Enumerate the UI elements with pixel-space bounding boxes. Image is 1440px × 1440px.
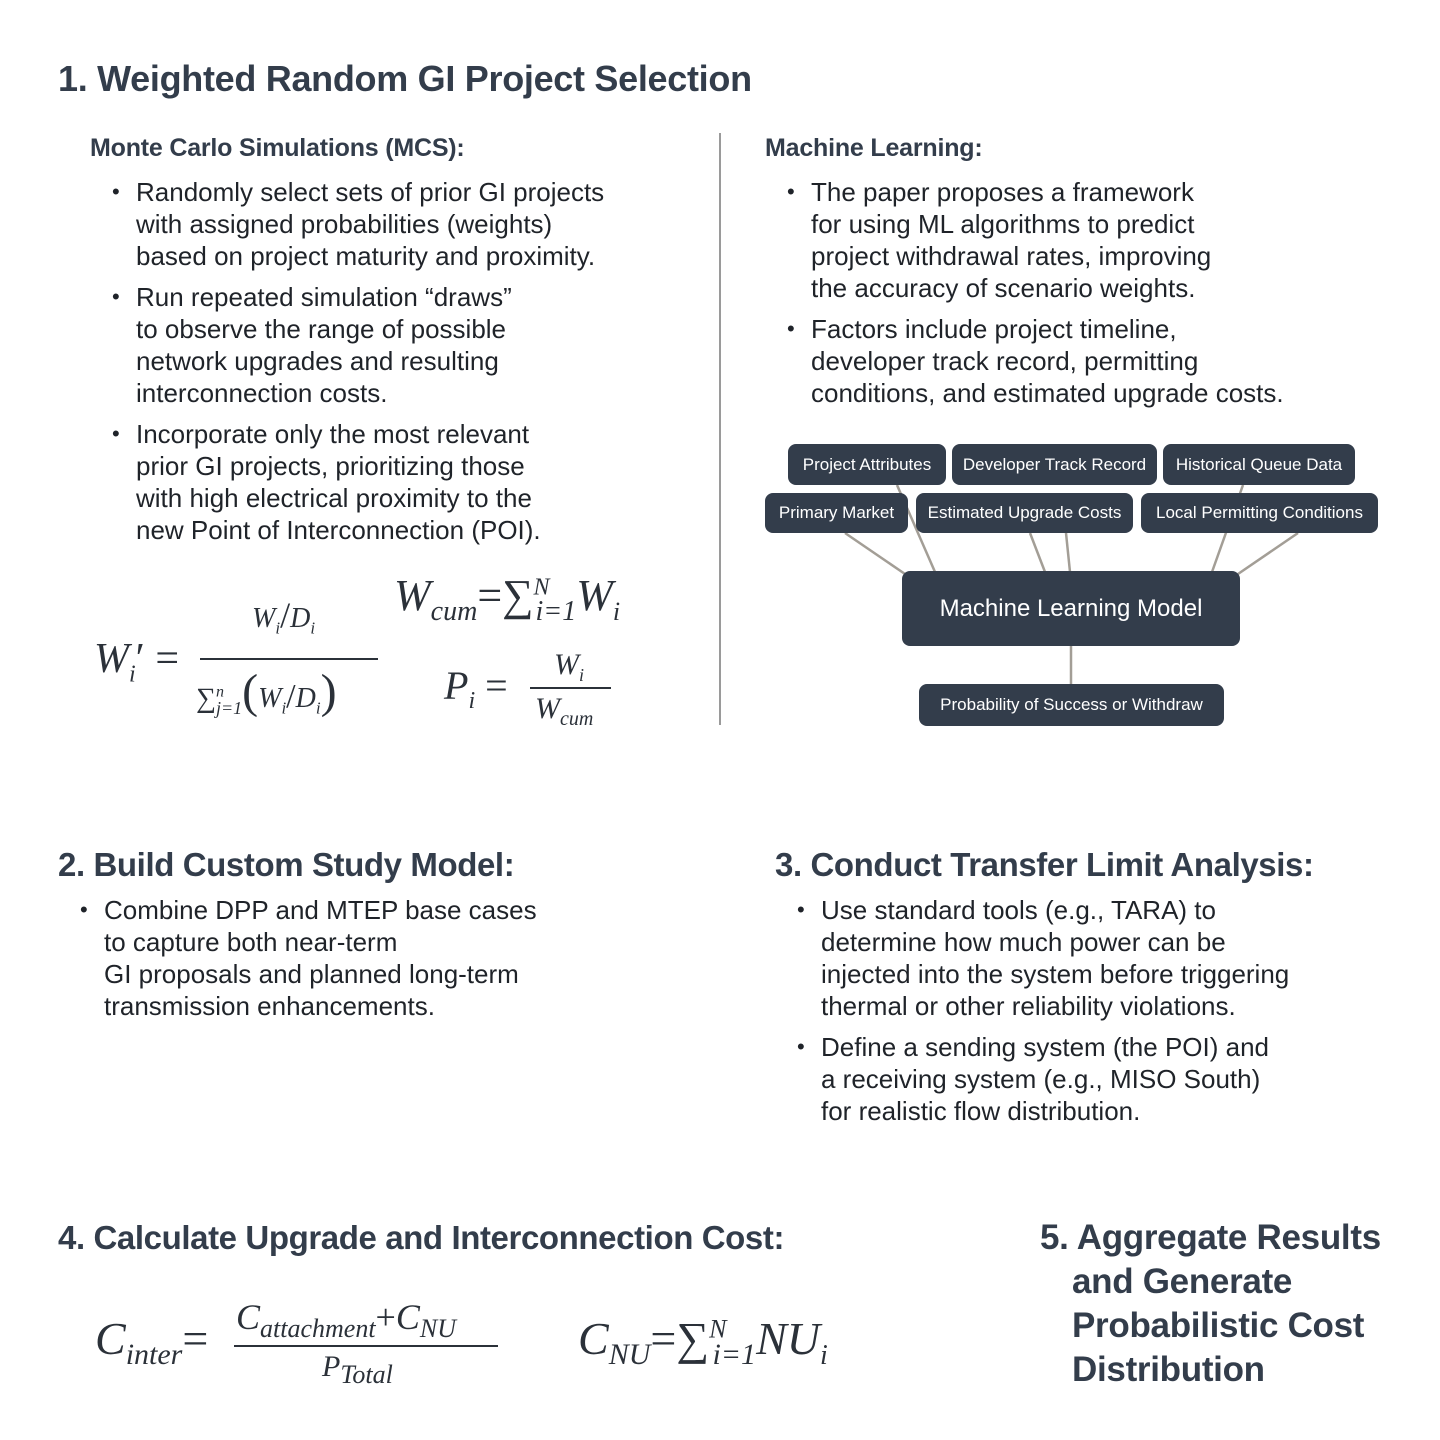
math-operator: / bbox=[280, 595, 291, 635]
text-line: injected into the system before triggering bbox=[821, 959, 1290, 989]
formula-w-cum bbox=[394, 570, 620, 628]
text-line: for using ML algorithms to predict bbox=[811, 209, 1195, 239]
math-subscript: i bbox=[281, 698, 287, 718]
math-operator: = bbox=[182, 1313, 209, 1364]
math-operator: = bbox=[477, 571, 503, 620]
text-line: network upgrades and resulting bbox=[136, 346, 499, 376]
math-subscript: i bbox=[579, 665, 585, 685]
section-3-title: 3. Conduct Transfer Limit Analysis: bbox=[775, 846, 1314, 883]
math-subscript: Total bbox=[340, 1360, 393, 1389]
text-line: with assigned probabilities (weights) bbox=[136, 209, 553, 239]
math-subscript: i=1 bbox=[535, 595, 577, 627]
formula-c-inter-lhs bbox=[95, 1312, 208, 1372]
text-line: GI proposals and planned long-term bbox=[104, 959, 519, 989]
text-line: • The paper proposes a framework bbox=[811, 177, 1194, 207]
math-superscript: n bbox=[215, 683, 224, 701]
connector-line bbox=[845, 533, 905, 574]
text-line: prior GI projects, prioritizing those bbox=[136, 451, 525, 481]
connector-line bbox=[1030, 533, 1045, 572]
formula-w-prime-numerator bbox=[252, 594, 315, 639]
title-line: Distribution bbox=[1072, 1350, 1265, 1389]
text-line: thermal or other reliability violations. bbox=[821, 991, 1236, 1021]
math-subscript: attachment bbox=[260, 1314, 376, 1344]
math-operator: ) bbox=[320, 665, 337, 718]
section-3-bullet-list bbox=[775, 894, 1425, 1136]
section-2-title: 2. Build Custom Study Model: bbox=[58, 846, 515, 883]
math-symbol: C bbox=[395, 1297, 420, 1337]
math-subscript: cum bbox=[430, 595, 478, 627]
math-subscript: cum bbox=[560, 708, 594, 730]
math-subscript: NU bbox=[419, 1314, 456, 1344]
fraction-bar bbox=[530, 687, 611, 689]
math-symbol: P bbox=[322, 1350, 341, 1383]
text-line: • Combine DPP and MTEP base cases bbox=[104, 895, 537, 925]
math-operator: + bbox=[375, 1297, 396, 1337]
math-subscript: NU bbox=[608, 1338, 651, 1372]
ml-model-box: Machine Learning Model bbox=[902, 571, 1240, 646]
math-operator: ( bbox=[242, 665, 259, 718]
section-2-bullet-1 bbox=[58, 894, 698, 1022]
math-symbol: C bbox=[95, 1313, 126, 1364]
math-symbol: NU bbox=[756, 1313, 820, 1364]
math-symbol: W bbox=[394, 571, 431, 620]
title-line: Probabilistic Cost bbox=[1072, 1306, 1365, 1345]
math-symbol: ′ bbox=[135, 636, 145, 682]
ml-heading: Machine Learning: bbox=[765, 134, 983, 162]
formula-p-denominator bbox=[535, 692, 593, 731]
input-estimated-upgrade-costs: Estimated Upgrade Costs bbox=[916, 493, 1133, 533]
section-5-title bbox=[1040, 1216, 1430, 1392]
math-superscript: N bbox=[533, 574, 550, 601]
input-primary-market: Primary Market bbox=[765, 493, 908, 533]
text-line: • Incorporate only the most relevant bbox=[136, 419, 530, 449]
output-probability-box: Probability of Success or Withdraw bbox=[919, 684, 1224, 726]
text-line: • Factors include project timeline, bbox=[811, 314, 1177, 344]
formula-w-prime-denominator bbox=[196, 664, 337, 719]
math-subscript: i bbox=[612, 596, 621, 626]
math-subscript: i bbox=[315, 698, 321, 718]
input-local-permitting-conditions: Local Permitting Conditions bbox=[1141, 493, 1378, 533]
math-symbol: P bbox=[444, 663, 469, 708]
title-line: 5. Aggregate Results bbox=[1040, 1218, 1381, 1257]
section-2-bullet-list bbox=[58, 894, 698, 1031]
section-4-title: 4. Calculate Upgrade and Interconnection Cost: bbox=[58, 1219, 785, 1256]
formula-c-nu bbox=[578, 1312, 828, 1372]
math-operator: ∑ bbox=[676, 1313, 710, 1364]
text-line: determine how much power can be bbox=[821, 927, 1226, 957]
fraction-bar bbox=[200, 658, 378, 660]
math-superscript: N bbox=[709, 1314, 727, 1344]
text-line: project withdrawal rates, improving bbox=[811, 241, 1212, 271]
text-line: for realistic flow distribution. bbox=[821, 1096, 1141, 1126]
text-line: conditions, and estimated upgrade costs. bbox=[811, 378, 1284, 408]
section-3-bullet-1 bbox=[775, 894, 1425, 1022]
math-operator: = bbox=[485, 663, 508, 708]
math-symbol: W bbox=[576, 571, 613, 620]
math-operator: ∑ bbox=[196, 683, 216, 714]
formula-p-lhs bbox=[444, 662, 508, 715]
text-line: transmission enhancements. bbox=[104, 991, 435, 1021]
text-line: new Point of Interconnection (POI). bbox=[136, 515, 541, 545]
section-1-title: 1. Weighted Random GI Project Selection bbox=[58, 58, 752, 99]
math-symbol: W bbox=[252, 603, 276, 634]
text-line: • Define a sending system (the POI) and bbox=[821, 1032, 1270, 1062]
math-operator: ∑ bbox=[502, 571, 534, 620]
math-symbol: D bbox=[295, 683, 316, 714]
math-symbol: C bbox=[578, 1313, 609, 1364]
mcs-heading: Monte Carlo Simulations (MCS): bbox=[90, 134, 465, 162]
text-line: interconnection costs. bbox=[136, 378, 388, 408]
input-developer-track-record: Developer Track Record bbox=[952, 444, 1157, 485]
fraction-bar bbox=[234, 1345, 498, 1347]
math-subscript: i bbox=[129, 661, 136, 688]
formula-c-inter-denominator bbox=[322, 1350, 393, 1390]
math-operator: / bbox=[286, 678, 296, 715]
formula-w-prime-lhs bbox=[94, 635, 179, 688]
math-subscript: i=1 bbox=[712, 1338, 757, 1372]
text-line: with high electrical proximity to the bbox=[136, 483, 532, 513]
math-subscript: i bbox=[310, 618, 316, 638]
math-symbol: C bbox=[236, 1297, 261, 1337]
text-line: • Run repeated simulation “draws” bbox=[136, 282, 512, 312]
text-line: a receiving system (e.g., MISO South) bbox=[821, 1064, 1261, 1094]
input-historical-queue-data: Historical Queue Data bbox=[1163, 444, 1355, 485]
math-symbol: W bbox=[554, 648, 579, 681]
math-subscript: i bbox=[819, 1340, 828, 1372]
text-line: to observe the range of possible bbox=[136, 314, 507, 344]
title-line: and Generate bbox=[1072, 1262, 1293, 1301]
text-line: developer track record, permitting bbox=[811, 346, 1199, 376]
section-3-bullet-2 bbox=[775, 1031, 1425, 1127]
math-subscript: i bbox=[468, 688, 476, 714]
math-subscript: j=1 bbox=[215, 697, 243, 718]
formula-p-numerator bbox=[554, 648, 584, 686]
math-symbol: W bbox=[535, 692, 560, 725]
math-symbol: W bbox=[258, 683, 282, 714]
math-operator: = bbox=[155, 636, 180, 682]
math-symbol: W bbox=[94, 636, 129, 682]
text-line: the accuracy of scenario weights. bbox=[811, 273, 1196, 303]
text-line: to capture both near-term bbox=[104, 927, 398, 957]
input-project-attributes: Project Attributes bbox=[788, 444, 946, 485]
text-line: • Randomly select sets of prior GI projects bbox=[136, 177, 605, 207]
text-line: • Use standard tools (e.g., TARA) to bbox=[821, 895, 1216, 925]
math-subscript: inter bbox=[125, 1338, 183, 1372]
formula-c-inter-numerator bbox=[236, 1296, 456, 1344]
math-subscript: i bbox=[275, 618, 281, 638]
text-line: based on project maturity and proximity. bbox=[136, 241, 596, 271]
connector-line bbox=[1066, 533, 1070, 572]
math-operator: = bbox=[650, 1313, 677, 1364]
connector-line bbox=[1238, 533, 1298, 574]
math-symbol: D bbox=[290, 603, 311, 634]
